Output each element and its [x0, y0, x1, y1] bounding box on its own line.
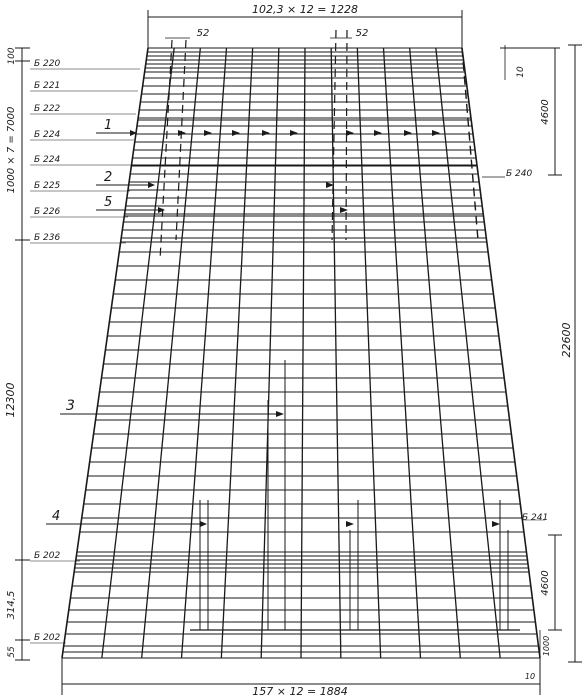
left-lower-label: 314,5 — [6, 590, 17, 620]
bar-label: Б 240 — [506, 169, 533, 179]
bottom-small-label: 10 — [524, 672, 536, 681]
vertical-bar — [261, 48, 279, 658]
vertical-bar — [410, 48, 461, 658]
vertical-bar — [301, 48, 305, 658]
gap-left-label: 52 — [196, 28, 210, 39]
vertical-bar — [142, 48, 201, 658]
left-bar-labels — [30, 59, 140, 643]
vertical-bar — [331, 48, 341, 658]
left-bottom-label: 55 — [7, 646, 17, 658]
right-dimension-chain — [500, 45, 582, 662]
callout-number: 2 — [104, 170, 113, 185]
right-bar-labels — [482, 169, 548, 523]
bar-label: Б 202 — [34, 551, 61, 561]
callout-number: 5 — [104, 195, 113, 210]
bar-label: Б 241 — [522, 513, 549, 523]
right-total-label: 22600 — [560, 322, 573, 358]
bar-label: Б 236 — [34, 233, 61, 243]
bar-label: Б 221 — [34, 81, 61, 91]
bar-label: Б 224 — [34, 155, 61, 165]
callout-number: 4 — [52, 509, 61, 524]
vertical-bar — [436, 48, 500, 658]
callout-number: 3 — [66, 398, 75, 414]
top-dimension — [148, 3, 462, 50]
vertical-bar — [182, 48, 227, 658]
rebar-grid — [62, 48, 540, 658]
bar-label: Б 202 — [34, 633, 61, 643]
left-dimension-chain — [4, 47, 30, 660]
vertical-bar — [357, 48, 380, 658]
arrow-icon — [276, 411, 284, 417]
arrow-icon — [158, 207, 165, 213]
bar-label: Б 226 — [34, 207, 61, 217]
lap-bars — [190, 360, 520, 630]
vertical-bar — [221, 48, 252, 658]
bottom-dimension — [62, 655, 540, 698]
top-width-label: 102,3 × 12 = 1228 — [252, 3, 358, 16]
grid-edge — [462, 48, 540, 658]
left-upper-label: 1000 × 7 = 7000 — [6, 106, 17, 194]
grid-edge — [62, 48, 148, 658]
right-bottom-label: 1000 — [542, 635, 551, 657]
right-top-label: 10 — [516, 66, 526, 78]
right-upper-label: 4600 — [540, 99, 551, 125]
vertical-bar — [384, 48, 421, 658]
arrow-icon — [200, 521, 207, 527]
bar-label: Б 220 — [34, 59, 61, 69]
bottom-width-label: 157 × 12 = 1884 — [252, 685, 348, 698]
left-top-label: 100 — [7, 47, 17, 65]
bar-label: Б 222 — [34, 104, 61, 114]
vertical-bar — [102, 48, 174, 658]
right-lower-label: 4600 — [540, 570, 551, 596]
callout-number: 1 — [104, 118, 113, 133]
bar-label: Б 224 — [34, 130, 61, 140]
left-mid-label: 12300 — [4, 382, 17, 418]
arrow-icon — [148, 182, 155, 188]
bar-label: Б 225 — [34, 181, 61, 191]
gap-right-label: 52 — [355, 28, 369, 39]
